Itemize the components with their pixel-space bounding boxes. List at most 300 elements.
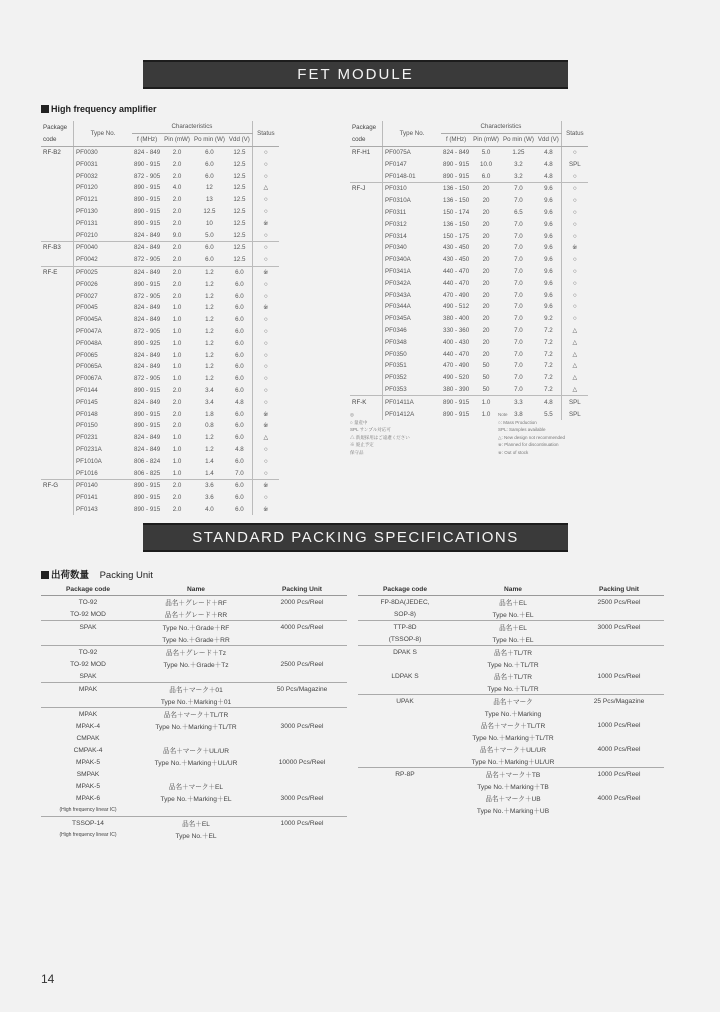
packing-row bbox=[41, 732, 347, 744]
type-no: PF0352 bbox=[383, 372, 442, 384]
note-symbol: ○ bbox=[350, 419, 353, 425]
pin-mw: 2.0 bbox=[172, 148, 182, 156]
freq-range: 890 - 915 bbox=[134, 386, 161, 394]
status-mark: ○ bbox=[252, 361, 279, 373]
pin-mw: 2.0 bbox=[172, 172, 182, 180]
po-min: 7.0 bbox=[514, 244, 523, 252]
packing-package bbox=[358, 682, 452, 695]
package-code bbox=[41, 206, 74, 218]
packing-name: Type No.＋Marking bbox=[484, 711, 542, 718]
packing-row bbox=[41, 683, 347, 696]
freq-range: 400 - 430 bbox=[443, 338, 470, 346]
pin-mw: 1.0 bbox=[172, 434, 182, 442]
packing-row bbox=[41, 792, 347, 804]
po-min: 7.0 bbox=[514, 291, 523, 299]
vdd: 12.5 bbox=[233, 231, 246, 239]
notes-english bbox=[498, 411, 565, 457]
vdd: 12.5 bbox=[233, 207, 246, 215]
packing-heading-en: Packing Unit bbox=[99, 570, 153, 581]
vdd: 12.5 bbox=[233, 219, 246, 227]
packing-unit bbox=[574, 658, 664, 670]
po-min: 7.0 bbox=[514, 256, 523, 264]
package-code bbox=[41, 455, 74, 467]
package-code bbox=[350, 158, 383, 170]
packing-package: TO-92 bbox=[41, 596, 135, 609]
packing-unit bbox=[257, 780, 347, 792]
fet-table-left bbox=[41, 121, 279, 515]
freq-range: 824 - 849 bbox=[134, 148, 161, 156]
pin-mw: 2.0 bbox=[172, 292, 182, 300]
packing-name: 品名＋EL bbox=[452, 596, 574, 609]
fet-row bbox=[350, 242, 588, 254]
fet-row bbox=[41, 504, 279, 516]
po-min: 6.5 bbox=[514, 208, 523, 216]
packing-name bbox=[135, 804, 257, 817]
packing-package: DPAK S bbox=[358, 646, 452, 659]
packing-unit bbox=[574, 682, 664, 695]
packing-row bbox=[41, 768, 347, 780]
freq-range: 824 - 849 bbox=[134, 398, 161, 406]
fet-row bbox=[41, 385, 279, 397]
type-no: PF0032 bbox=[74, 170, 133, 182]
packing-unit bbox=[257, 744, 347, 756]
pin-mw: 50 bbox=[482, 385, 490, 393]
package-code bbox=[350, 336, 383, 348]
freq-range: 824 - 849 bbox=[134, 363, 161, 371]
po-min: 1.8 bbox=[205, 410, 214, 418]
package-code bbox=[41, 444, 74, 456]
packing-row bbox=[358, 646, 664, 659]
packing-unit: 3000 Pcs/Reel bbox=[280, 722, 324, 730]
package-code bbox=[41, 349, 74, 361]
pin-mw: 50 bbox=[482, 374, 490, 382]
freq-range: 890 - 915 bbox=[443, 410, 470, 418]
status-mark: ○ bbox=[252, 314, 279, 326]
vdd: 7.2 bbox=[544, 338, 553, 346]
note-jp-text: 量産中 bbox=[353, 419, 368, 425]
packing-name: 品名＋マーク＋TL/TR bbox=[135, 708, 257, 721]
status-mark: ○ bbox=[252, 373, 279, 385]
po-min: 7.0 bbox=[514, 338, 523, 346]
po-min: 7.0 bbox=[514, 315, 523, 323]
package-code: RF-G bbox=[41, 479, 74, 491]
package-code bbox=[41, 492, 74, 504]
packing-row bbox=[41, 658, 347, 670]
pin-mw: 2.0 bbox=[172, 256, 182, 264]
vdd: 6.0 bbox=[235, 292, 244, 300]
note-symbol: ◎ bbox=[350, 412, 354, 417]
packing-package bbox=[358, 792, 452, 804]
fet-right-body bbox=[350, 146, 588, 420]
hdr-package-code-r: code bbox=[350, 133, 383, 146]
packing-package: RP-8P bbox=[358, 768, 452, 781]
pin-mw: 20 bbox=[482, 303, 490, 311]
po-min: 1.2 bbox=[205, 327, 214, 335]
vdd: 6.0 bbox=[235, 316, 244, 324]
freq-range: 890 - 915 bbox=[134, 219, 161, 227]
po-min: 6.0 bbox=[205, 256, 214, 264]
freq-range: 890 - 915 bbox=[134, 196, 161, 204]
packing-unit: 1000 Pcs/Reel bbox=[574, 768, 664, 781]
hdr-type: Type No. bbox=[74, 121, 133, 146]
status-mark: ○ bbox=[252, 278, 279, 290]
status-mark: △ bbox=[561, 336, 588, 348]
package-code bbox=[41, 373, 74, 385]
packing-unit: 3000 Pcs/Reel bbox=[574, 621, 664, 634]
vdd: 7.2 bbox=[544, 385, 553, 393]
packing-unit bbox=[257, 646, 347, 659]
packing-row bbox=[358, 743, 664, 755]
vdd: 6.0 bbox=[235, 457, 244, 465]
status-mark: ○ bbox=[252, 444, 279, 456]
hf-amplifier-heading bbox=[41, 104, 157, 114]
status-mark: ○ bbox=[252, 396, 279, 408]
pin-mw: 1.0 bbox=[172, 375, 182, 383]
packing-row bbox=[41, 756, 347, 768]
status-mark: ○ bbox=[561, 182, 588, 194]
packing-row bbox=[358, 707, 664, 719]
packing-name: Type No.＋Grade＋RF bbox=[135, 621, 257, 634]
packing-name: 品名＋マーク＋EL bbox=[168, 784, 224, 791]
vdd: 9.6 bbox=[544, 291, 553, 299]
po-min: 4.0 bbox=[205, 505, 214, 513]
packing-unit: 4000 Pcs/Reel bbox=[597, 794, 641, 802]
note-en: ※: Planned for discontinuation bbox=[498, 442, 559, 448]
po-min: 3.6 bbox=[192, 479, 227, 491]
type-no: PF0045A bbox=[74, 314, 133, 326]
note-symbol: △ bbox=[350, 434, 355, 440]
fet-row bbox=[41, 158, 279, 170]
type-no: PF01412A bbox=[383, 408, 442, 420]
package-code bbox=[41, 420, 74, 432]
freq-range: 890 - 915 bbox=[134, 280, 161, 288]
packing-unit bbox=[257, 608, 347, 621]
packing-package: MPAK bbox=[41, 708, 135, 721]
pin-mw: 20 bbox=[482, 350, 490, 358]
pin-mw: 2.0 bbox=[172, 219, 182, 227]
type-no: PF0231 bbox=[74, 432, 133, 444]
status-mark: SPL bbox=[561, 396, 588, 408]
packing-package: SPAK bbox=[79, 672, 97, 680]
packing-row bbox=[41, 720, 347, 732]
packing-package: TO-92 MOD bbox=[70, 660, 106, 668]
status-mark: △ bbox=[561, 384, 588, 396]
vdd: 9.6 bbox=[544, 303, 553, 311]
vdd: 4.8 bbox=[544, 172, 553, 180]
packing-row bbox=[358, 633, 664, 646]
note-jp bbox=[350, 426, 410, 434]
freq-range: 136 - 150 bbox=[443, 197, 470, 205]
type-no: PF0343A bbox=[383, 289, 442, 301]
vdd: 9.6 bbox=[536, 182, 561, 194]
status-mark: ○ bbox=[561, 230, 588, 242]
package-code bbox=[350, 372, 383, 384]
fet-row bbox=[350, 230, 588, 242]
status-mark: ※ bbox=[252, 504, 279, 516]
vdd: 6.0 bbox=[235, 505, 244, 513]
status-mark: △ bbox=[561, 360, 588, 372]
packing-unit bbox=[574, 755, 664, 768]
vdd: 9.6 bbox=[544, 208, 553, 216]
fet-row bbox=[350, 218, 588, 230]
packing-row bbox=[41, 708, 347, 721]
package-code: RF-J bbox=[350, 182, 383, 194]
packing-package: TO-92 bbox=[41, 646, 135, 659]
type-no: PF0150 bbox=[74, 420, 133, 432]
pin-mw: 1.0 bbox=[481, 410, 491, 418]
pin-mw: 1.0 bbox=[172, 304, 182, 312]
po-min: 12 bbox=[205, 184, 213, 192]
freq-range: 440 - 470 bbox=[443, 279, 470, 287]
fet-row bbox=[350, 182, 588, 194]
packing-package: MPAK-5 bbox=[75, 782, 101, 790]
po-min: 13 bbox=[205, 196, 213, 204]
po-min: 5.0 bbox=[205, 231, 214, 239]
po-min: 7.0 bbox=[514, 232, 523, 240]
status-mark: ○ bbox=[561, 301, 588, 313]
packing-name: 品名＋マーク＋TB bbox=[452, 768, 574, 781]
vdd: 4.8 bbox=[544, 148, 553, 156]
packing-heading bbox=[41, 567, 153, 581]
hdr-po: Po min (W) bbox=[192, 133, 227, 146]
package-code bbox=[350, 170, 383, 182]
pin-mw: 20 bbox=[482, 208, 490, 216]
status-mark: ○ bbox=[252, 158, 279, 170]
packing-row bbox=[41, 804, 347, 817]
fet-row bbox=[350, 277, 588, 289]
package-code: RF-B3 bbox=[41, 241, 74, 253]
packing-name bbox=[135, 670, 257, 683]
packing-unit bbox=[257, 633, 347, 646]
pk-hdr-unit: Packing Unit bbox=[257, 583, 347, 596]
pin-mw: 1.0 bbox=[172, 351, 182, 359]
pin-mw: 20 bbox=[482, 197, 490, 205]
packing-table-right bbox=[358, 583, 664, 816]
type-no: PF0148-01 bbox=[383, 170, 442, 182]
packing-name bbox=[135, 768, 257, 780]
package-code bbox=[41, 385, 74, 397]
packing-row bbox=[358, 804, 664, 816]
vdd: 4.8 bbox=[544, 160, 553, 168]
package-code bbox=[350, 218, 383, 230]
hdr-f-r: f (MHz) bbox=[441, 133, 471, 146]
fet-row bbox=[41, 217, 279, 229]
packing-package: MPAK-5 bbox=[75, 758, 101, 766]
packing-heading-jp: 出荷数量 bbox=[51, 570, 90, 581]
hdr-vdd: Vdd (V) bbox=[227, 133, 252, 146]
type-no: PF0210 bbox=[74, 229, 133, 241]
vdd: 4.8 bbox=[235, 445, 244, 453]
po-min: 1.2 bbox=[205, 316, 214, 324]
status-mark: ○ bbox=[252, 206, 279, 218]
packing-name: Type No.＋EL bbox=[492, 637, 534, 644]
fet-row bbox=[350, 336, 588, 348]
type-no: PF0120 bbox=[74, 182, 133, 194]
type-no: PF0341A bbox=[383, 266, 442, 278]
packing-package: SMPAK bbox=[76, 770, 100, 778]
status-mark: ※ bbox=[252, 408, 279, 420]
fet-row bbox=[350, 195, 588, 207]
fet-row bbox=[41, 302, 279, 314]
packing-row bbox=[41, 633, 347, 646]
status-mark: ○ bbox=[561, 195, 588, 207]
pin-mw: 1.0 bbox=[172, 445, 182, 453]
vdd: 9.6 bbox=[544, 197, 553, 205]
status-mark: ※ bbox=[252, 266, 279, 278]
status-mark: ※ bbox=[561, 242, 588, 254]
vdd: 12.5 bbox=[233, 148, 246, 156]
pin-mw: 20 bbox=[471, 182, 501, 194]
po-min: 1.2 bbox=[205, 280, 214, 288]
freq-range: 440 - 470 bbox=[443, 267, 470, 275]
freq-range: 890 - 915 bbox=[134, 184, 161, 192]
note-en: △: New design not recommended bbox=[498, 434, 565, 440]
package-code bbox=[350, 207, 383, 219]
packing-unit bbox=[574, 608, 664, 621]
package-code bbox=[41, 467, 74, 479]
freq-range: 440 - 470 bbox=[443, 350, 470, 358]
package-code bbox=[350, 230, 383, 242]
vdd: 12.5 bbox=[233, 256, 246, 264]
status-mark: ○ bbox=[252, 146, 279, 158]
fet-module-banner: FET MODULE bbox=[143, 60, 568, 89]
packing-unit: 2500 Pcs/Reel bbox=[280, 660, 324, 668]
packing-row bbox=[358, 792, 664, 804]
packing-unit: 4000 Pcs/Reel bbox=[257, 621, 347, 634]
po-min: 1.2 bbox=[192, 266, 227, 278]
status-mark: ※ bbox=[252, 217, 279, 229]
type-no: PF0346 bbox=[383, 325, 442, 337]
fet-row bbox=[350, 372, 588, 384]
packing-unit: 50 Pcs/Magazine bbox=[257, 683, 347, 696]
pin-mw: 2.0 bbox=[172, 386, 182, 394]
packing-right-body bbox=[358, 583, 664, 816]
packing-row bbox=[358, 719, 664, 731]
package-code bbox=[41, 361, 74, 373]
vdd: 6.0 bbox=[235, 363, 244, 371]
packing-unit bbox=[574, 804, 664, 816]
packing-name: 品名＋TL/TR bbox=[452, 646, 574, 659]
package-code bbox=[41, 432, 74, 444]
packing-name bbox=[135, 732, 257, 744]
freq-range: 806 - 825 bbox=[134, 469, 161, 477]
vdd: 7.2 bbox=[544, 362, 553, 370]
status-mark: ○ bbox=[561, 313, 588, 325]
po-min: 7.0 bbox=[514, 303, 523, 311]
packing-name: 品名＋マーク＋UL/UR bbox=[480, 747, 546, 754]
package-code bbox=[350, 301, 383, 313]
vdd: 6.0 bbox=[227, 479, 252, 491]
packing-name: Type No.＋Marking＋EL bbox=[160, 796, 232, 803]
type-no: PF0140 bbox=[74, 479, 133, 491]
pin-mw: 2.0 bbox=[172, 505, 182, 513]
pin-mw: 1.0 bbox=[172, 316, 182, 324]
pin-mw: 20 bbox=[482, 244, 490, 252]
packing-name: Type No.＋Marking＋UL/UR bbox=[154, 760, 238, 767]
freq-range: 890 - 915 bbox=[134, 505, 161, 513]
fet-row bbox=[41, 241, 279, 253]
po-min: 7.0 bbox=[514, 374, 523, 382]
pin-mw: 10.0 bbox=[480, 160, 493, 168]
package-code bbox=[41, 302, 74, 314]
packing-row bbox=[41, 608, 347, 621]
fet-row bbox=[41, 229, 279, 241]
vdd: 7.2 bbox=[544, 350, 553, 358]
packing-row bbox=[358, 780, 664, 792]
freq-range: 872 - 905 bbox=[134, 172, 161, 180]
packing-name: Type No.＋Marking＋UL/UR bbox=[471, 759, 555, 766]
package-code: RF-E bbox=[41, 266, 74, 278]
pin-mw: 2.0 bbox=[172, 196, 182, 204]
freq-range: 872 - 905 bbox=[134, 327, 161, 335]
bullet-square-icon bbox=[41, 571, 49, 579]
hdr-po-r: Po min (W) bbox=[501, 133, 536, 146]
packing-row bbox=[358, 682, 664, 695]
packing-unit bbox=[257, 804, 347, 817]
status-mark: ○ bbox=[252, 241, 279, 253]
type-no: PF0141 bbox=[74, 492, 133, 504]
po-min: 7.0 bbox=[514, 385, 523, 393]
fet-row bbox=[41, 206, 279, 218]
type-no: PF0310 bbox=[383, 182, 442, 194]
package-code bbox=[350, 313, 383, 325]
status-mark: ○ bbox=[561, 277, 588, 289]
po-min: 1.2 bbox=[205, 292, 214, 300]
status-mark: ○ bbox=[561, 146, 588, 158]
package-code bbox=[350, 195, 383, 207]
hdr-status-r: Status bbox=[561, 121, 588, 146]
status-mark: ○ bbox=[561, 254, 588, 266]
package-code bbox=[41, 326, 74, 338]
type-no: PF0310A bbox=[383, 195, 442, 207]
package-code bbox=[350, 289, 383, 301]
packing-package: FP-8DA(JEDEC, bbox=[358, 596, 452, 609]
vdd: 7.0 bbox=[235, 469, 244, 477]
packing-row bbox=[41, 670, 347, 683]
vdd: 12.5 bbox=[233, 172, 246, 180]
packing-unit: 3000 Pcs/Reel bbox=[280, 794, 324, 802]
vdd: 9.6 bbox=[544, 279, 553, 287]
po-min: 10 bbox=[205, 219, 213, 227]
fet-row bbox=[41, 170, 279, 182]
packing-package: TSSOP-14 bbox=[41, 817, 135, 830]
type-no: PF0131 bbox=[74, 217, 133, 229]
freq-range: 890 - 915 bbox=[134, 207, 161, 215]
package-code bbox=[350, 360, 383, 372]
package-code bbox=[41, 229, 74, 241]
vdd: 6.0 bbox=[235, 494, 244, 502]
pin-mw: 20 bbox=[482, 326, 490, 334]
freq-range: 872 - 905 bbox=[134, 256, 161, 264]
package-code bbox=[41, 314, 74, 326]
pk-hdr-unit-r: Packing Unit bbox=[574, 583, 664, 596]
packing-row bbox=[41, 596, 347, 609]
po-min: 6.0 bbox=[192, 241, 227, 253]
packing-unit: 1000 Pcs/Reel bbox=[597, 672, 641, 680]
packing-row bbox=[358, 608, 664, 621]
pin-mw: 20 bbox=[482, 279, 490, 287]
fet-row bbox=[350, 289, 588, 301]
package-code bbox=[41, 170, 74, 182]
po-min: 6.0 bbox=[205, 172, 214, 180]
po-min: 7.0 bbox=[514, 220, 523, 228]
po-min: 7.0 bbox=[514, 350, 523, 358]
type-no: PF0065 bbox=[74, 349, 133, 361]
fet-row bbox=[41, 194, 279, 206]
freq-range: 150 - 175 bbox=[443, 232, 470, 240]
vdd: 9.6 bbox=[544, 256, 553, 264]
packing-unit: 1000 Pcs/Reel bbox=[257, 817, 347, 830]
